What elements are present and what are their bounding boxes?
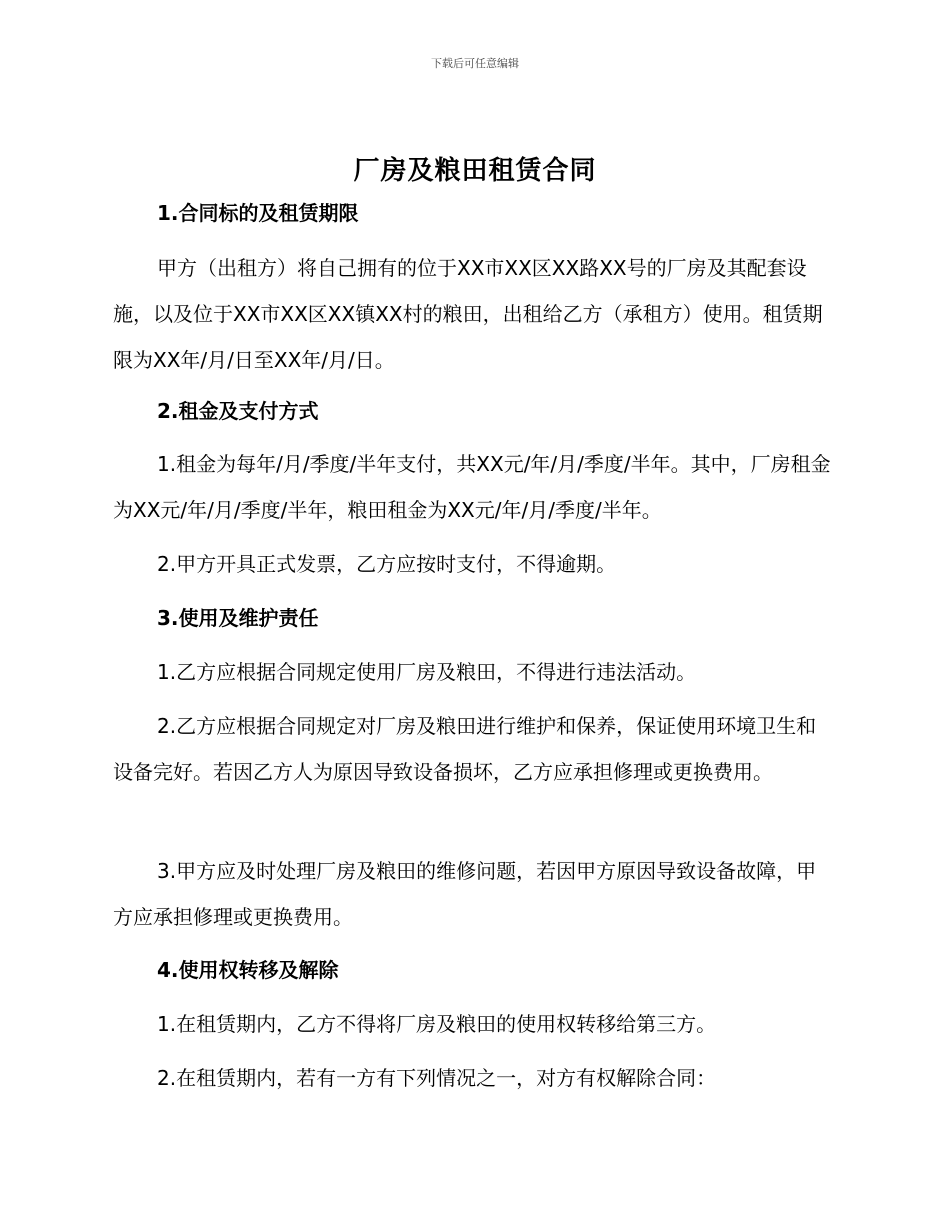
- section-1-paragraph-1: 甲方（出租方）将自己拥有的位于XX市XX区XX路XX号的厂房及其配套设施，以及位于XX市XX区XX镇XX村的粮田，出租给乙方（承租方）使用。租赁期限为XX年/月/日至XX年/月/日。: [113, 256, 823, 372]
- document-title: 厂房及粮田租赁合同: [353, 156, 597, 186]
- section-4-paragraph-1: 1.在租赁期内，乙方不得将厂房及粮田的使用权转移给第三方。: [157, 1012, 717, 1036]
- section-4-body-2: [113, 1055, 833, 1101]
- section-2-body-2: [113, 541, 833, 587]
- section-3-paragraph-1: 1.乙方应根据合同规定使用厂房及粮田，不得进行违法活动。: [157, 660, 697, 684]
- header-note: 下载后可任意编辑: [431, 57, 519, 70]
- section-4-paragraph-2: 2.在租赁期内，若有一方有下列情况之一，对方有权解除合同：: [157, 1066, 717, 1090]
- section-3-body-1: [113, 649, 833, 695]
- section-1-body: [113, 245, 833, 383]
- section-heading-3: 3.使用及维护责任: [157, 606, 319, 630]
- section-4-body-1: [113, 1001, 833, 1047]
- section-3-body-2: [113, 703, 833, 795]
- section-heading-2: 2.租金及支付方式: [157, 399, 319, 423]
- section-3-paragraph-2: 2.乙方应根据合同规定对厂房及粮田进行维护和保养，保证使用环境卫生和设备完好。若因乙方人为原因导致设备损坏，乙方应承担修理或更换费用。: [113, 714, 817, 784]
- section-2-paragraph-1: 1.租金为每年/月/季度/半年支付，共XX元/年/月/季度/半年。其中，厂房租金为XX元/年/月/季度/半年，粮田租金为XX元/年/月/季度/半年。: [113, 452, 831, 522]
- section-heading-1: 1.合同标的及租赁期限: [157, 201, 359, 225]
- section-2-paragraph-2: 2.甲方开具正式发票，乙方应按时支付，不得逾期。: [157, 552, 617, 576]
- section-heading-4: 4.使用权转移及解除: [157, 958, 339, 982]
- section-3-body-3: [113, 848, 833, 940]
- section-3-paragraph-3: 3.甲方应及时处理厂房及粮田的维修问题，若因甲方原因导致设备故障，甲方应承担修理或更换费用。: [113, 859, 817, 929]
- section-2-body: [113, 441, 833, 533]
